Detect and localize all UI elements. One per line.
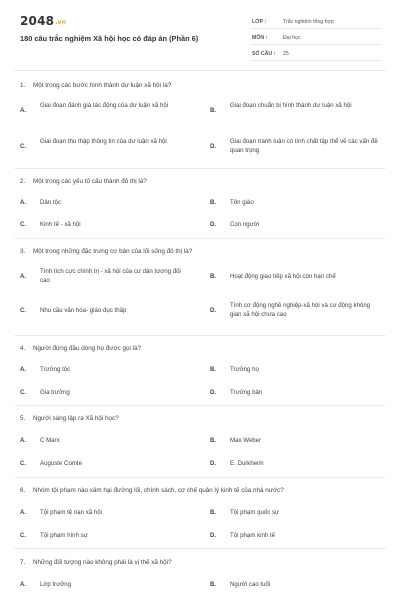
header-divider <box>14 70 386 71</box>
option-letter: C. <box>20 307 27 314</box>
question-divider <box>14 335 386 336</box>
option-text: Tội phạm kinh tế <box>230 532 276 539</box>
document-header <box>0 0 400 70</box>
option-letter: D. <box>210 307 217 314</box>
option-text: Tôn giáo <box>230 199 254 206</box>
question-divider <box>14 405 386 406</box>
option-letter: C. <box>20 389 27 396</box>
option-text: Gia trưởng <box>40 389 70 396</box>
logo-suffix: .vn <box>55 19 67 26</box>
option-text: Tội phạm quốc sự <box>230 509 280 516</box>
question-prompt: Một trong các bước hình thành dư luận xã hội là? <box>33 82 172 89</box>
question-number: 4. <box>20 345 26 352</box>
option-text: Trưởng bản <box>230 389 263 396</box>
option-text: Auguste Comte <box>40 460 83 467</box>
option-letter: B. <box>210 107 217 114</box>
question-prompt: Một trong các yếu tố cấu thành đô thị là? <box>33 178 147 185</box>
option-letter: A. <box>20 273 27 280</box>
option-letter: C. <box>20 221 27 228</box>
question-text <box>20 415 390 422</box>
question-prompt: Những đối tượng nào không phải là vị thế xã hội? <box>33 559 172 566</box>
question-number: 1. <box>20 82 26 89</box>
option-text: Con người <box>230 221 260 228</box>
meta-label: SỐ CÂU : <box>252 51 276 57</box>
question-text <box>20 178 390 185</box>
logo-text: 2048 <box>20 14 55 28</box>
question-5 <box>20 415 390 467</box>
option-text: Giai đoạn chuẩn bị hình thành dư luận xã hội <box>230 102 352 109</box>
question-divider <box>14 548 386 549</box>
question-number: 7. <box>20 559 26 566</box>
meta-label: LỚP : <box>252 19 267 25</box>
option-letter: A. <box>20 199 27 206</box>
question-text <box>20 248 390 255</box>
meta-value: 25 <box>283 51 289 57</box>
meta-info-box <box>252 16 380 64</box>
question-prompt: Người sáng lập ra Xã hội học? <box>33 415 119 422</box>
question-4 <box>20 345 390 396</box>
option-text: Giai đoạn thu thập thông tin của dư luận xã hội <box>40 138 167 145</box>
option-text: Trưởng họ <box>230 366 259 373</box>
option-text: Tội phạm tệ nạn xã hội <box>40 509 102 516</box>
question-text <box>20 82 390 89</box>
option-text: Hoạt động giao tiếp xã hội còn hạn chế <box>230 273 336 280</box>
option-text: Trưởng tộc <box>40 366 71 373</box>
option-text: Max Weber <box>230 437 262 444</box>
question-prompt: Một trong những đặc trưng cơ bản của lối sống đô thị là? <box>33 248 193 255</box>
question-1 <box>20 82 390 154</box>
question-number: 5. <box>20 415 26 422</box>
question-divider <box>14 238 386 239</box>
question-number: 6. <box>20 487 26 494</box>
option-letter: B. <box>210 273 217 280</box>
option-text: Tội phạm hình sự <box>40 532 88 539</box>
option-letter: C. <box>20 460 27 467</box>
meta-value: Trắc nghiệm tổng hợp <box>283 19 334 25</box>
option-text: Tính cơ động nghề nghiệp-xã hội và cơ động không gian xã hội chưa cao <box>230 302 371 318</box>
meta-row-subject <box>252 32 380 45</box>
option-text: Giai đoạn tranh luận có tính chất tập thể về các vấn đề quan trọng <box>230 138 378 154</box>
option-text: Dân tộc <box>40 199 62 206</box>
question-number: 3. <box>20 248 26 255</box>
question-divider <box>14 168 386 169</box>
option-letter: A. <box>20 509 27 516</box>
meta-value: Đại học <box>283 35 301 41</box>
question-text <box>20 487 390 494</box>
option-letter: D. <box>210 143 217 150</box>
meta-label: MÔN : <box>252 35 268 41</box>
option-letter: B. <box>210 437 217 444</box>
option-letter: A. <box>20 437 27 444</box>
question-6 <box>20 487 390 539</box>
meta-row-count <box>252 48 380 61</box>
option-text: Kinh tế - xã hội <box>40 221 81 228</box>
option-letter: D. <box>210 221 217 228</box>
option-letter: A. <box>20 107 27 114</box>
option-letter: D. <box>210 532 217 539</box>
option-text: E. Durkheim <box>230 460 264 467</box>
option-text: C Marx <box>40 437 60 444</box>
option-letter: B. <box>210 199 217 206</box>
option-letter: A. <box>20 581 27 588</box>
question-divider <box>14 477 386 478</box>
question-text <box>20 345 390 352</box>
option-letter: D. <box>210 389 217 396</box>
option-text: Giai đoạn đánh giá tác động của dư luận xã hội <box>40 102 169 109</box>
option-text: Người cao tuổi <box>230 581 271 588</box>
option-letter: D. <box>210 460 217 467</box>
option-letter: B. <box>210 581 217 588</box>
question-3 <box>20 248 390 318</box>
option-letter: A. <box>20 366 27 373</box>
question-text <box>20 559 390 566</box>
question-prompt: Nhóm tội phạm nào xâm hại đường lối, chính sách, cơ chế quản lý kinh tế của nhà nước? <box>33 487 284 494</box>
question-7 <box>20 559 390 588</box>
option-letter: C. <box>20 143 27 150</box>
question-prompt: Người đứng đầu dòng họ được gọi là? <box>33 345 142 352</box>
question-number: 2. <box>20 178 26 185</box>
meta-row-class <box>252 16 380 29</box>
option-letter: C. <box>20 532 27 539</box>
option-text: Lớp trưởng <box>40 581 72 588</box>
option-letter: B. <box>210 366 217 373</box>
page-title: 180 câu trắc nghiệm Xã hội học có đáp án (Phần 6) <box>20 34 199 43</box>
option-text: Nhu cầu văn hóa- giáo dục thấp <box>40 307 127 314</box>
option-letter: B. <box>210 509 217 516</box>
option-text: Tính tích cực chính trị - xã hội của cư dân tương đối cao <box>40 268 181 284</box>
question-2 <box>20 178 390 228</box>
site-logo[interactable] <box>20 14 66 28</box>
